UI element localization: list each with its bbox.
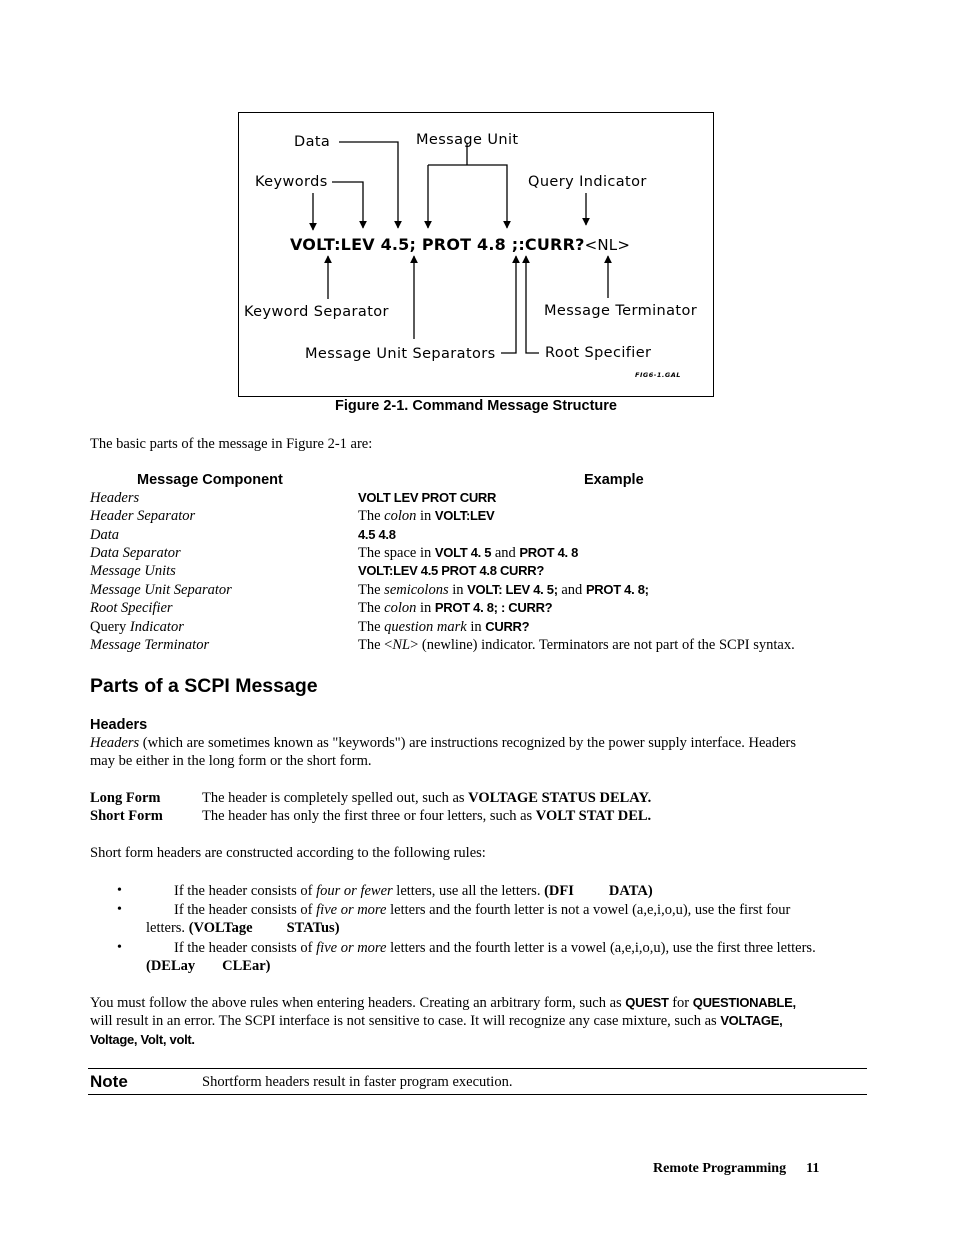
table-row-component: Data bbox=[90, 527, 119, 543]
rule-1: If the header consists of four or fewer letters, use all the letters. (DFI DATA) bbox=[174, 883, 653, 899]
table-row-component: Root Specifier bbox=[90, 600, 173, 616]
rule-3-line2: (DELay CLEar) bbox=[146, 958, 271, 974]
short-form-label: Short Form bbox=[90, 808, 163, 824]
intro-text: The basic parts of the message in Figure 2-1 are: bbox=[90, 436, 373, 452]
table-row-example: VOLT:LEV 4.5 PROT 4.8 CURR? bbox=[358, 563, 544, 578]
table-row-example: VOLT LEV PROT CURR bbox=[358, 490, 497, 505]
table-row-component: Headers bbox=[90, 490, 140, 506]
label-message-unit-separators: Message Unit Separators bbox=[305, 346, 496, 362]
short-form-text: The header has only the first three or four letters, such as VOLT STAT DEL. bbox=[202, 808, 652, 824]
data-arrow bbox=[339, 142, 398, 228]
note-bottom-rule bbox=[88, 1094, 867, 1095]
label-keywords: Keywords bbox=[255, 174, 328, 190]
table-header-component: Message Component bbox=[137, 472, 283, 488]
headers-paragraph-line2: may be either in the long form or the short form. bbox=[90, 753, 372, 769]
rule-2-line2: letters. (VOLTage STATus) bbox=[146, 920, 340, 936]
figure-caption: Figure 2-1. Command Message Structure bbox=[334, 398, 617, 414]
label-root-specifier: Root Specifier bbox=[545, 345, 652, 361]
footer-section: Remote Programming bbox=[653, 1161, 787, 1176]
keywords-arrow-right bbox=[332, 182, 363, 228]
long-form-text: The header is completely spelled out, such as VOLTAGE STATUS DELAY. bbox=[202, 790, 652, 806]
follow-paragraph-line2: will result in an error. The SCPI interface is not sensitive to case. It will recognize any case mixture, such as VOLTAGE, bbox=[90, 1013, 783, 1029]
long-form-label: Long Form bbox=[90, 790, 161, 806]
table-row-component: Message Unit Separator bbox=[90, 582, 232, 598]
label-query-indicator: Query Indicator bbox=[528, 174, 647, 190]
figure-diagram bbox=[239, 113, 715, 398]
footer bbox=[653, 1161, 819, 1177]
figure-file-tag: FIG6-1.GAL bbox=[635, 371, 681, 379]
rule-3-line1: If the header consists of five or more letters and the fourth letter is a vowel (a,e,i,o,u), use the first three letters. bbox=[174, 940, 816, 956]
message-unit-arrow-right bbox=[428, 165, 507, 228]
separator-arrow-2 bbox=[501, 256, 516, 353]
table-row-example: The space in VOLT 4. 5 and PROT 4. 8 bbox=[358, 545, 579, 561]
table-row-component: Header Separator bbox=[90, 508, 196, 524]
figure-command-message-structure bbox=[238, 112, 714, 397]
table-row-component: Data Separator bbox=[90, 545, 181, 561]
table-row-example: The colon in VOLT:LEV bbox=[358, 508, 495, 524]
root-specifier-arrow bbox=[526, 256, 539, 353]
table-row-component: Query Indicator bbox=[90, 619, 184, 635]
rule-2-line1: If the header consists of five or more letters and the fourth letter is not a vowel (a,e,i,o,u), use the first four bbox=[174, 902, 791, 918]
note-label: Note bbox=[90, 1072, 128, 1091]
label-message-terminator: Message Terminator bbox=[544, 303, 698, 319]
table-row-component: Message Units bbox=[90, 563, 176, 579]
label-data: Data bbox=[294, 134, 331, 150]
note-text: Shortform headers result in faster program execution. bbox=[202, 1074, 513, 1090]
bullet-3: • bbox=[117, 940, 122, 955]
command-example: VOLT:LEV 4.5; PROT 4.8 ;:CURR?<NL> bbox=[290, 235, 631, 254]
table-row-example: The semicolons in VOLT: LEV 4. 5; and PROT 4. 8; bbox=[358, 582, 649, 598]
bullet-2: • bbox=[117, 902, 122, 917]
label-keyword-separator: Keyword Separator bbox=[244, 304, 389, 320]
page-number: 11 bbox=[806, 1161, 820, 1176]
table-row-example: The question mark in CURR? bbox=[358, 619, 530, 635]
headers-paragraph-line1: Headers (which are sometimes known as "keywords") are instructions recognized by the power supply interface. Headers bbox=[90, 735, 797, 751]
subsection-title: Headers bbox=[90, 717, 148, 733]
section-title: Parts of a SCPI Message bbox=[90, 675, 318, 697]
table-row-example: 4.5 4.8 bbox=[358, 527, 396, 542]
rules-intro: Short form headers are constructed according to the following rules: bbox=[90, 845, 486, 861]
follow-paragraph-line1: You must follow the above rules when entering headers. Creating an arbitrary form, such as QUEST for QUESTIONABLE, bbox=[90, 995, 796, 1011]
label-message-unit: Message Unit bbox=[416, 132, 519, 148]
table-header-example: Example bbox=[584, 472, 644, 488]
note-top-rule bbox=[88, 1068, 867, 1069]
bullet-1: • bbox=[117, 883, 122, 898]
table-row-example: The <NL> (newline) indicator. Terminators are not part of the SCPI syntax. bbox=[358, 637, 795, 653]
table-row-example: The colon in PROT 4. 8; : CURR? bbox=[358, 600, 553, 616]
follow-paragraph-line3: Voltage, Volt, volt. bbox=[90, 1032, 195, 1047]
table-row-component: Message Terminator bbox=[90, 637, 210, 653]
